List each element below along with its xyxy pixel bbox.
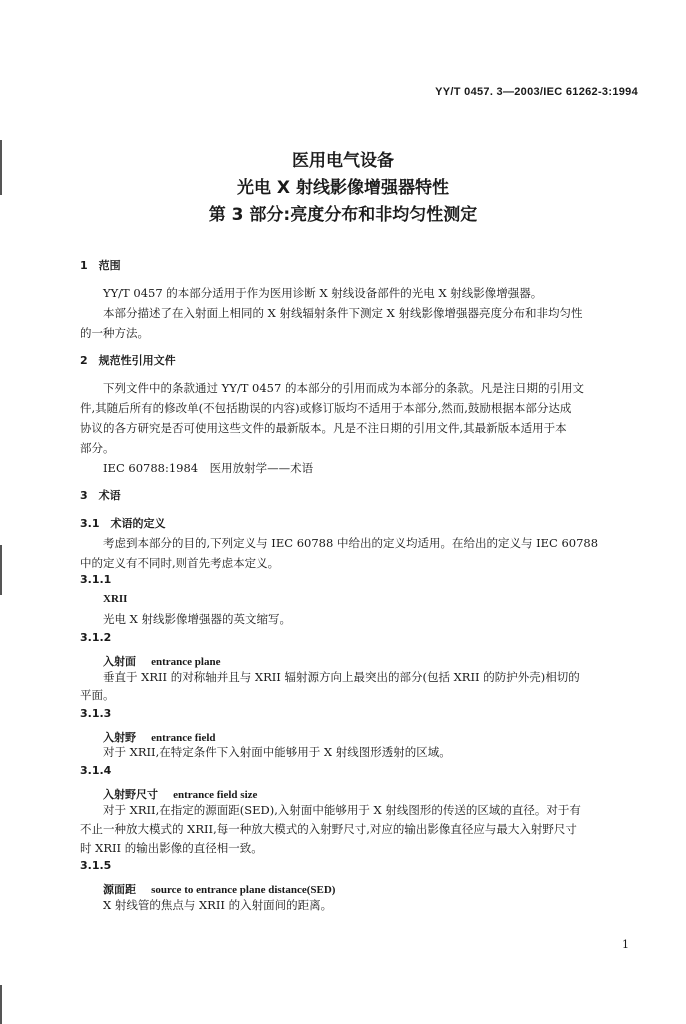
title-line-2: 光电 X 射线影像增强器特性 xyxy=(237,178,449,198)
term-3-1-4-definition-line-3: 时 XRII 的输出影像的直径相一致。 xyxy=(80,841,263,855)
section-1-para-1: YY/T 0457 的本部分适用于作为医用诊断 X 射线设备部件的光电 X 射线影像增强器。 xyxy=(103,286,543,300)
term-3-1-5-title-en: source to entrance plane distance(SED) xyxy=(151,884,336,896)
section-3-heading: 3 术语 xyxy=(80,489,121,502)
section-1-para-2-line-2: 的一种方法。 xyxy=(80,326,149,340)
section-2-para-line-2: 件,其随后所有的修改单(不包括勘误的内容)或修订版均不适用于本部分,然而,鼓励根据本部分达成 xyxy=(80,401,572,415)
term-3-1-4-title-en: entrance field size xyxy=(173,789,258,801)
term-3-1-3-definition: 对于 XRII,在特定条件下入射面中能够用于 X 射线图形透射的区域。 xyxy=(103,745,451,759)
term-3-1-5-number: 3.1.5 xyxy=(80,859,112,872)
section-3-1-line-2: 中的定义有不同时,则首先考虑本定义。 xyxy=(80,556,280,570)
scan-edge-mark-3 xyxy=(0,985,2,1024)
term-3-1-1-definition: 光电 X 射线影像增强器的英文缩写。 xyxy=(103,612,291,626)
term-3-1-2-definition-line-1: 垂直于 XRII 的对称轴并且与 XRII 辐射源方向上最突出的部分(包括 XRII 的防护外壳)相切的 xyxy=(103,670,580,684)
term-3-1-3-number: 3.1.3 xyxy=(80,707,112,720)
section-3-1-heading: 3.1 术语的定义 xyxy=(80,517,166,530)
section-2-reference: IEC 60788:1984 医用放射学——术语 xyxy=(103,461,314,475)
term-3-1-2-definition-line-2: 平面。 xyxy=(80,688,115,702)
term-3-1-2-title-cn: 入射面 xyxy=(103,655,136,668)
term-3-1-4-definition-line-1: 对于 XRII,在指定的源面距(SED),入射面中能够用于 X 射线图形的传送的区域的直径。对于有 xyxy=(103,803,581,817)
section-1-para-2-line-1: 本部分描述了在入射面上相同的 X 射线辐射条件下测定 X 射线影像增强器亮度分布和非均匀性 xyxy=(103,306,583,320)
term-3-1-4-number: 3.1.4 xyxy=(80,764,112,777)
term-3-1-1-title: XRII xyxy=(103,593,128,605)
term-3-1-2-title xyxy=(103,650,220,669)
standard-number: YY/T 0457. 3—2003/IEC 61262-3:1994 xyxy=(435,86,638,98)
section-1-heading: 1 范围 xyxy=(80,259,121,272)
term-3-1-5-definition: X 射线管的焦点与 XRII 的入射面间的距离。 xyxy=(103,898,333,912)
term-3-1-2-number: 3.1.2 xyxy=(80,631,112,644)
term-3-1-3-title xyxy=(103,726,216,745)
term-3-1-1-number: 3.1.1 xyxy=(80,573,112,586)
page-number: 1 xyxy=(622,938,629,951)
section-2-heading: 2 规范性引用文件 xyxy=(80,354,176,367)
section-2-para-line-3: 协议的各方研究是否可使用这些文件的最新版本。凡是不注日期的引用文件,其最新版本适用于本 xyxy=(80,421,567,435)
scan-edge-mark-2 xyxy=(0,545,2,595)
term-3-1-5-title xyxy=(103,878,335,897)
term-3-1-2-title-en: entrance plane xyxy=(151,656,221,668)
term-3-1-4-title-cn: 入射野尺寸 xyxy=(103,788,158,801)
term-3-1-3-title-cn: 入射野 xyxy=(103,731,136,744)
term-3-1-4-title xyxy=(103,783,257,802)
term-3-1-3-title-en: entrance field xyxy=(151,732,216,744)
term-3-1-5-title-cn: 源面距 xyxy=(103,883,136,896)
section-2-para-line-1: 下列文件中的条款通过 YY/T 0457 的本部分的引用而成为本部分的条款。凡是注日期的引用文 xyxy=(103,381,584,395)
title-line-1: 医用电气设备 xyxy=(292,151,394,171)
section-3-1-line-1: 考虑到本部分的目的,下列定义与 IEC 60788 中给出的定义均适用。在给出的定义与 IEC 60788 xyxy=(103,536,599,550)
term-3-1-4-definition-line-2: 不止一种放大模式的 XRII,每一种放大模式的入射野尺寸,对应的输出影像直径应与最大入射野尺寸 xyxy=(80,822,577,836)
section-2-para-line-4: 部分。 xyxy=(80,441,115,455)
title-line-3: 第 3 部分:亮度分布和非均匀性测定 xyxy=(208,205,478,225)
